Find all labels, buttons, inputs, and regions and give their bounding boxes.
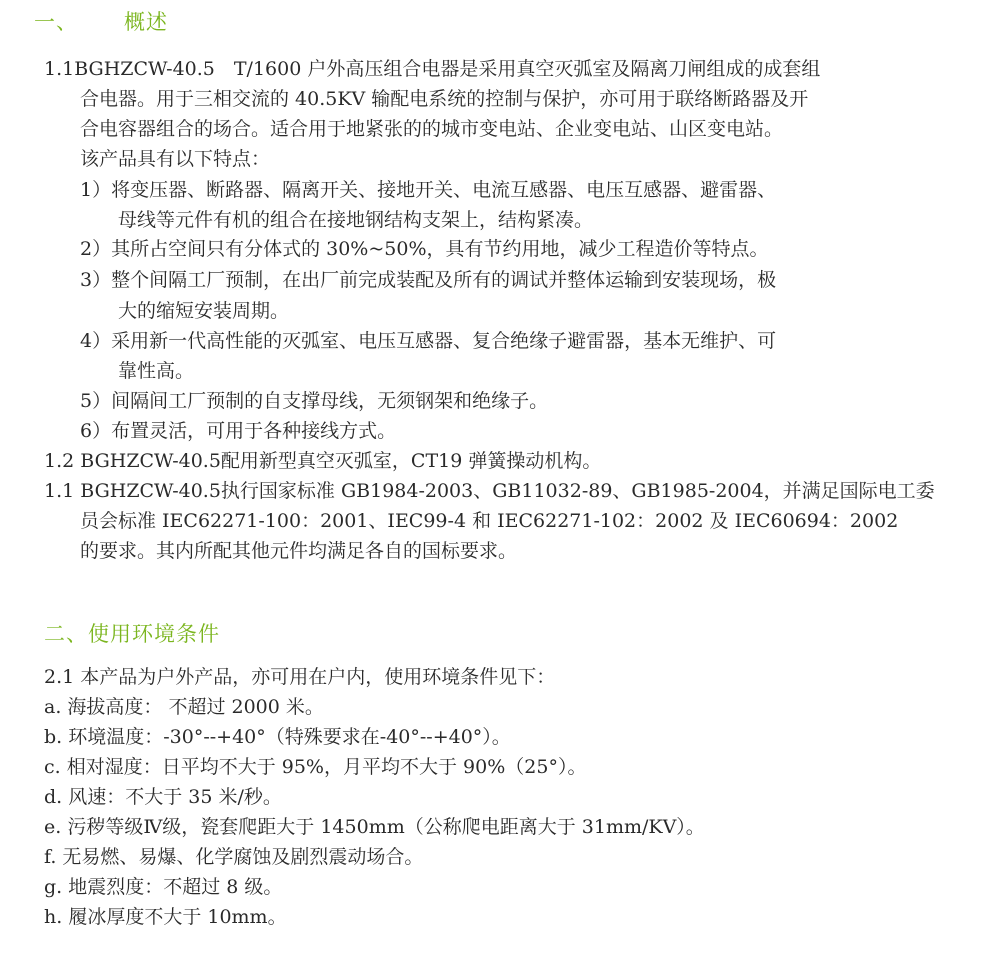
s2-line-2: a. 海拔高度： 不超过 2000 米。 xyxy=(44,696,324,718)
s1-line-14: 1.2 BGHZCW-40.5配用新型真空灭弧室，CT19 弹簧操动机构。 xyxy=(44,450,602,472)
section1-heading-title: 概述 xyxy=(124,10,168,34)
s1-line-5: 1）将变压器、断路器、隔离开关、接地开关、电流互感器、电压互感器、避雷器、 xyxy=(80,179,777,201)
s1-line-11: 靠性高。 xyxy=(118,360,195,382)
s2-line-3: b. 环境温度：-30°--+40°（特殊要求在-40°--+40°）。 xyxy=(44,726,511,748)
s1-line-6: 母线等元件有机的组合在接地钢结构支架上，结构紧凑。 xyxy=(118,209,594,231)
section1-heading-number: 一、 xyxy=(34,10,78,34)
s1-line-8: 3）整个间隔工厂预制，在出厂前完成装配及所有的调试并整体运输到安装现场，极 xyxy=(80,269,777,291)
s2-line-7: f. 无易燃、易爆、化学腐蚀及剧烈震动场合。 xyxy=(44,846,424,868)
s1-line-17: 的要求。其内所配其他元件均满足各自的国标要求。 xyxy=(80,540,518,562)
s1-line-16: 员会标准 IEC62271-100：2001、IEC99-4 和 IEC62271-102：2002 及 IEC60694：2002 xyxy=(80,510,899,532)
s1-line-7: 2）其所占空间只有分体式的 30%~50%，具有节约用地，减少工程造价等特点。 xyxy=(80,238,769,260)
s1-line-10: 4）采用新一代高性能的灭弧室、电压互感器、复合绝缘子避雷器，基本无维护、可 xyxy=(80,330,777,352)
s1-line-3: 合电容器组合的场合。适合用于地紧张的的城市变电站、企业变电站、山区变电站。 xyxy=(80,118,784,140)
s1-line-1: 1.1BGHZCW-40.5 T/1600 户外高压组合电器是采用真空灭弧室及隔离刀闸组成的成套组 xyxy=(44,58,821,80)
s2-line-1: 2.1 本产品为户外产品，亦可用在户内，使用环境条件见下： xyxy=(44,666,556,688)
s2-line-6: e. 污秽等级Ⅳ级，瓷套爬距大于 1450mm（公称爬电距离大于 31mm/KV）。 xyxy=(44,816,705,838)
s1-line-2: 合电器。用于三相交流的 40.5KV 输配电系统的控制与保护，亦可用于联络断路器及开 xyxy=(80,88,809,110)
s1-line-9: 大的缩短安装周期。 xyxy=(118,300,290,322)
s2-line-5: d. 风速：不大于 35 米/秒。 xyxy=(44,786,282,808)
s1-line-13: 6）布置灵活，可用于各种接线方式。 xyxy=(80,420,397,442)
s1-line-12: 5）间隔间工厂预制的自支撑母线，无须钢架和绝缘子。 xyxy=(80,390,549,412)
s2-line-4: c. 相对湿度：日平均不大于 95%，月平均不大于 90%（25°）。 xyxy=(44,756,587,778)
s1-line-15: 1.1 BGHZCW-40.5执行国家标准 GB1984-2003、GB11032-89、GB1985-2004，并满足国际电工委 xyxy=(44,480,935,502)
section2-heading: 二、使用环境条件 xyxy=(44,622,220,646)
s2-line-9: h. 履冰厚度不大于 10mm。 xyxy=(44,906,287,928)
s1-line-4: 该产品具有以下特点： xyxy=(80,148,271,170)
s2-line-8: g. 地震烈度：不超过 8 级。 xyxy=(44,876,283,898)
